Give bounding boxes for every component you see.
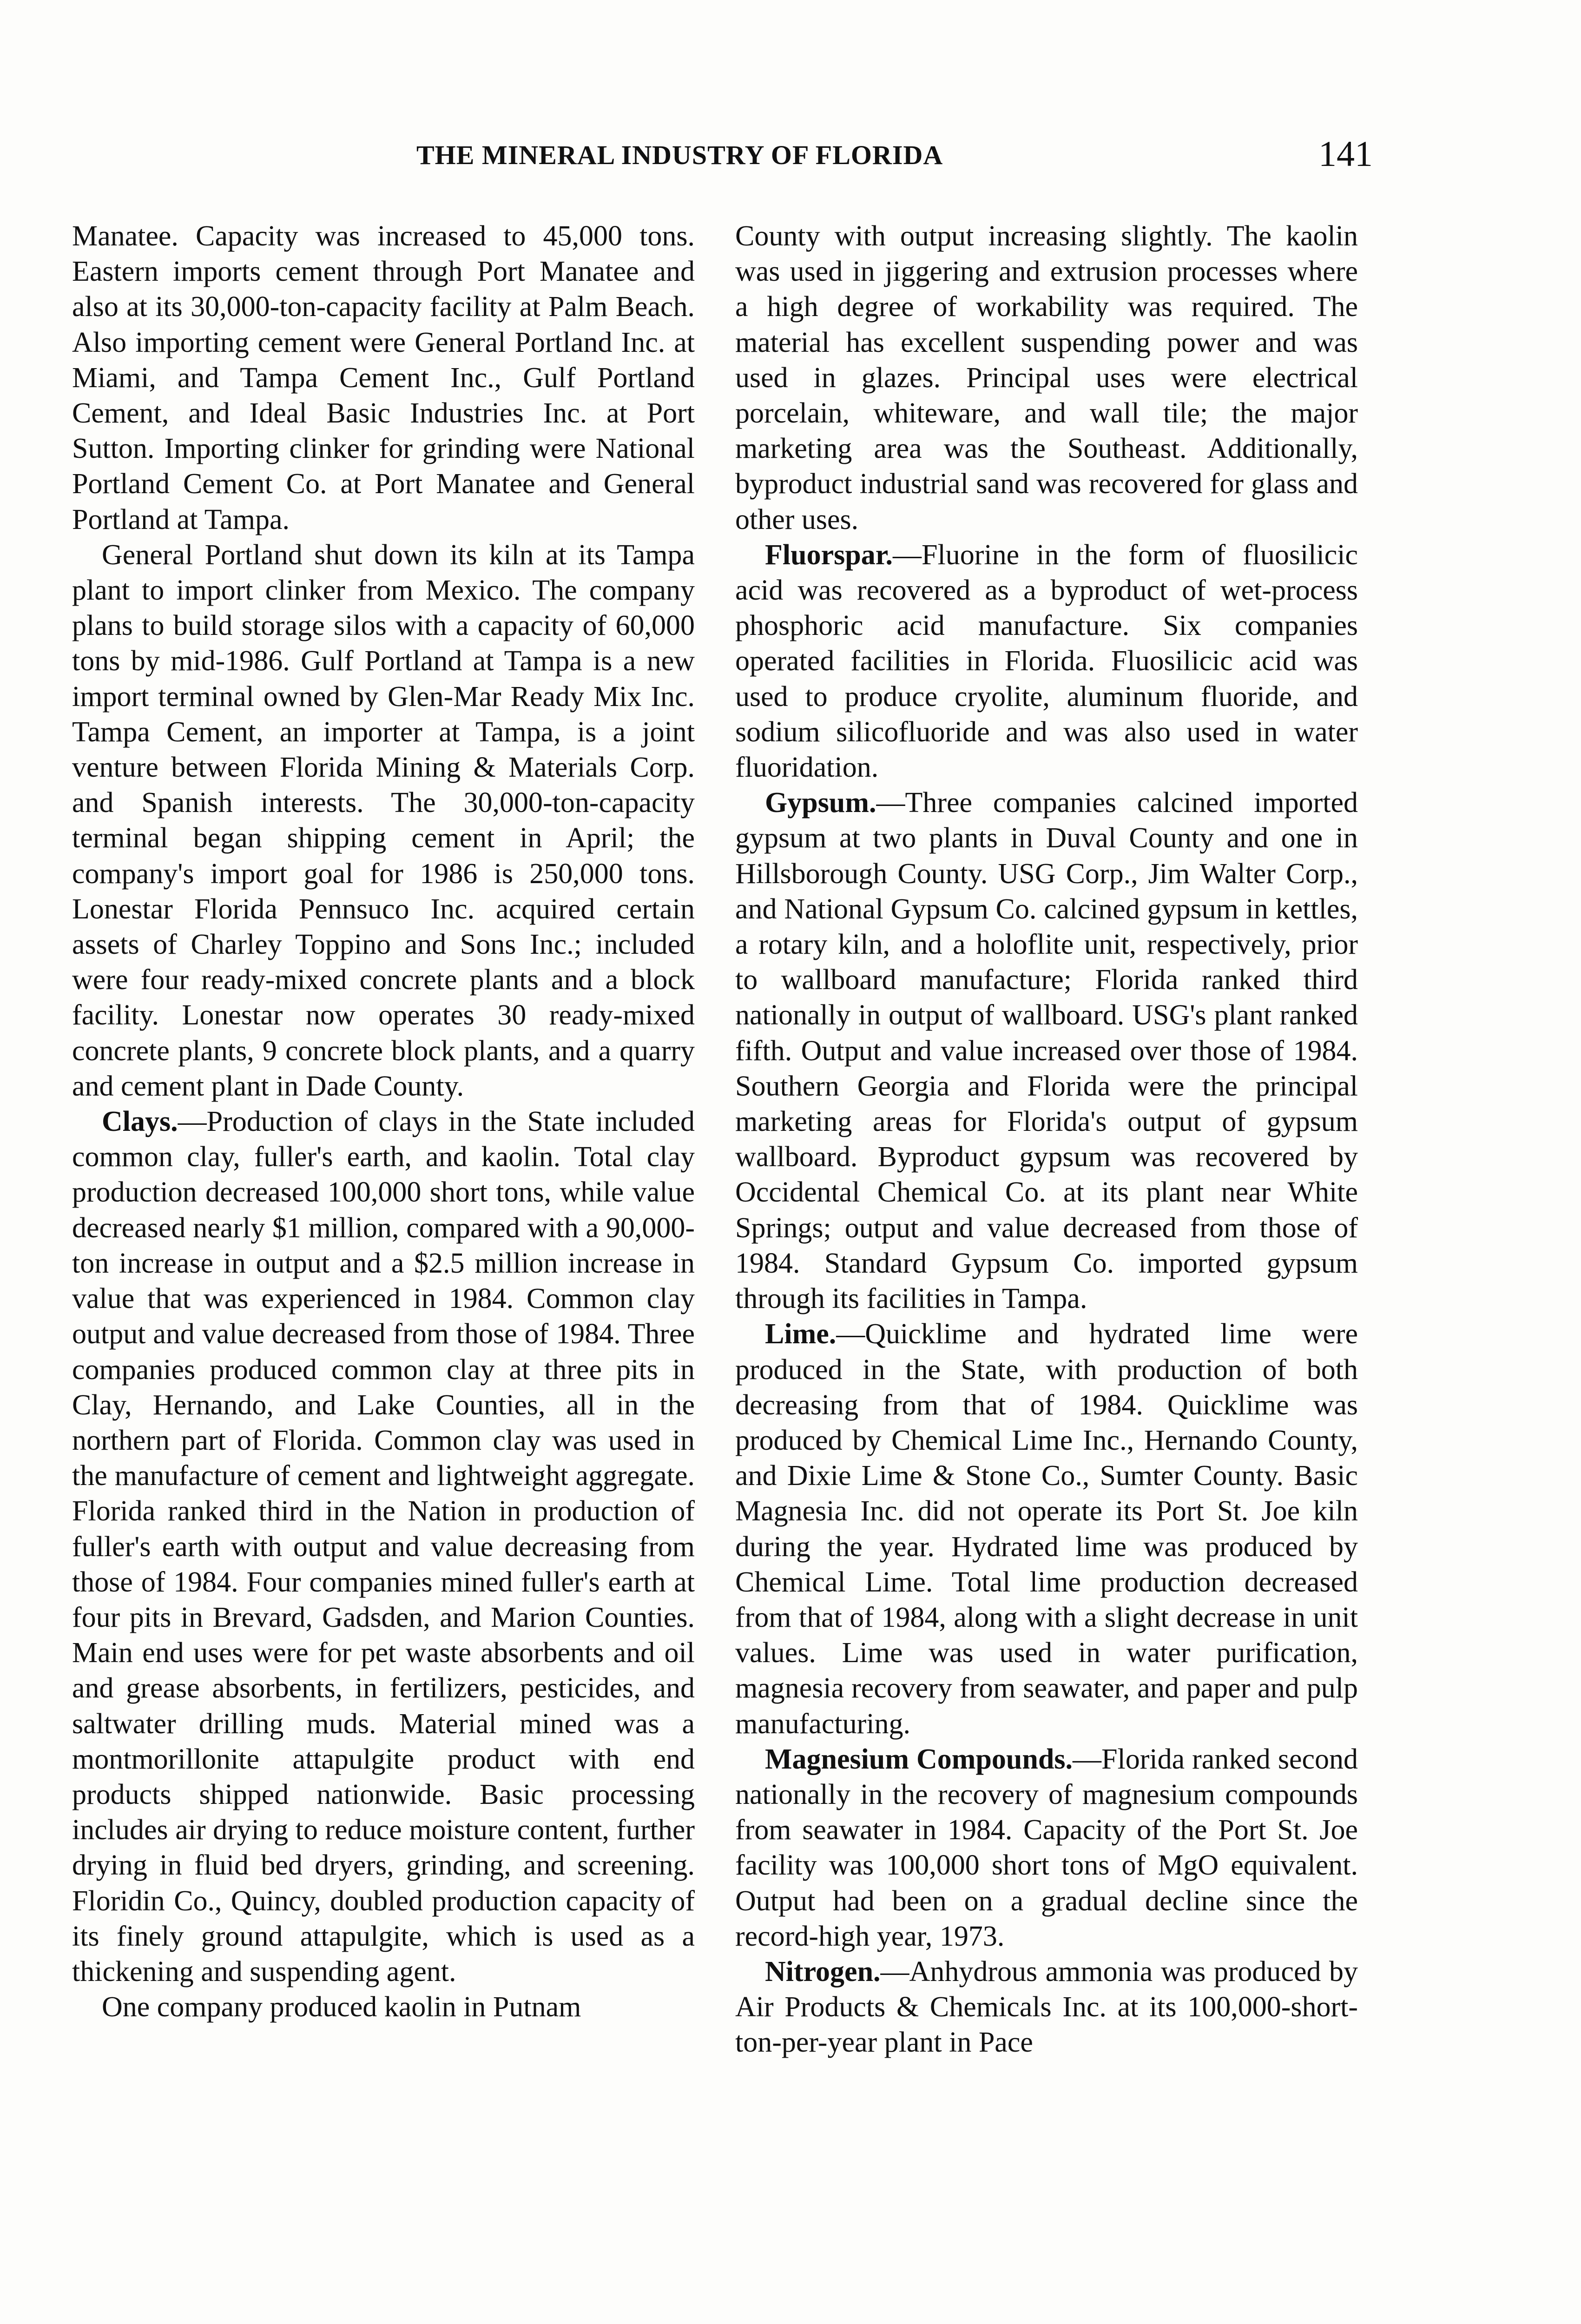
- paragraph-nitrogen: [735, 1954, 1358, 2060]
- paragraph-clays: [72, 1104, 695, 1989]
- right-column: [735, 218, 1358, 2060]
- paragraph: One company produced kaolin in Putnam: [102, 1991, 581, 2023]
- paragraph-body: —Three companies calcined imported gypsum at two plants in Duval County and one in Hillsborough County. USG Corp., Jim Walter Corp., and National Gypsum Co. calcined gypsum in kettles, a rotary kiln, and a holoflite unit, respectively, prior to wallboard manufacture; Florida ranked third nationally in output of wallboard. USG's plant ranked fifth. Output and value increased over those of 1984. Southern Georgia and Florida were the principal marketing areas for Florida's output of gypsum wallboard. Byproduct gypsum was recovered by Occidental Chemical Co. at its plant near White Springs; output and value decreased from those of 1984. Standard Gypsum Co. imported gypsum through its facilities in Tampa.: [735, 787, 1358, 1315]
- paragraph: County with output increasing slightly. The kaolin was used in jiggering and extrusion processes where a high degree of workability was required. The material has excellent suspending power and was used in glazes. Principal uses were electrical porcelain, whiteware, and wall tile; the major marketing area was the Southeast. Additionally, byproduct industrial sand was recovered for glass and other uses.: [735, 220, 1358, 535]
- section-heading-clays: Clays.: [102, 1106, 178, 1138]
- left-column: [72, 218, 695, 2025]
- paragraph-body: —Quicklime and hydrated lime were produced in the State, with production of both decreasing from that of 1984. Quicklime was produced by Chemical Lime Inc., Hernando County, and Dixie Lime & Stone Co., Sumter County. Basic Magnesia Inc. did not operate its Port St. Joe kiln during the year. Hydrated lime was produced by Chemical Lime. Total lime production decreased from that of 1984, along with a slight decrease in unit values. Lime was used in water purification, magnesia recovery from seawater, and paper and pulp manufacturing.: [735, 1318, 1358, 1740]
- page-number: 141: [1318, 133, 1373, 174]
- section-heading-lime: Lime.: [765, 1318, 837, 1350]
- paragraph: Manatee. Capacity was increased to 45,000 tons. Eastern imports cement through Port Manatee and also at its 30,000-ton-capacity facility at Palm Beach. Also importing cement were General Portland Inc. at Miami, and Tampa Cement Inc., Gulf Portland Cement, and Ideal Basic Industries Inc. at Port Sutton. Importing clinker for grinding were National Portland Cement Co. at Port Manatee and General Portland at Tampa.: [72, 220, 695, 535]
- paragraph-body: —Fluorine in the form of fluosilicic acid was recovered as a byproduct of wet-process phosphoric acid manufacture. Six companies operated facilities in Florida. Fluosilicic acid was used to produce cryolite, aluminum fluoride, and sodium silicofluoride and was also used in water fluoridation.: [735, 539, 1358, 784]
- running-head: THE MINERAL INDUSTRY OF FLORIDA: [416, 140, 943, 170]
- paragraph-body: —Production of clays in the State included common clay, fuller's earth, and kaolin. Total clay production decreased 100,000 short tons, while value decreased nearly $1 million, compared with a 90,000-ton increase in output and a $2.5 million increase in value that was experienced in 1984. Common clay output and value decreased from those of 1984. Three companies produced common clay at three pits in Clay, Hernando, and Lake Counties, all in the northern part of Florida. Common clay was used in the manufacture of cement and lightweight aggregate. Florida ranked third in the Nation in production of fuller's earth with output and value decreasing from those of 1984. Four companies mined fuller's earth at four pits in Brevard, Gadsden, and Marion Counties. Main end uses were for pet waste absorbents and oil and grease absorbents, in fertilizers, pesticides, and saltwater drilling muds. Material mined was a montmorillonite attapulgite product with end products shipped nationwide. Basic processing includes air drying to reduce moisture content, further drying in fluid bed dryers, grinding, and screening. Floridin Co., Quincy, doubled production capacity of its finely ground attapulgite, which is used as a thickening and suspending agent.: [72, 1106, 695, 1987]
- section-heading-magnesium: Magnesium Compounds.: [765, 1743, 1073, 1775]
- paragraph-fluorspar: [735, 537, 1358, 785]
- paragraph-body: —Anhydrous ammonia was produced by Air Products & Chemicals Inc. at its 100,000-short-ton-per-year plant in Pace: [735, 1955, 1358, 2059]
- paragraph-gypsum: [735, 785, 1358, 1316]
- section-heading-gypsum: Gypsum.: [765, 787, 876, 819]
- section-heading-nitrogen: Nitrogen.: [765, 1955, 881, 1987]
- paragraph-lime: [735, 1316, 1358, 1741]
- paragraph-body: —Florida ranked second nationally in the recovery of magnesium compounds from seawater in 1984. Capacity of the Port St. Joe facility was 100,000 short tons of MgO equivalent. Output had been on a gradual decline since the record-high year, 1973.: [735, 1743, 1358, 1952]
- paragraph-magnesium: [735, 1742, 1358, 1954]
- section-heading-fluorspar: Fluorspar.: [765, 539, 893, 571]
- paragraph: General Portland shut down its kiln at its Tampa plant to import clinker from Mexico. The company plans to build storage silos with a capacity of 60,000 tons by mid-1986. Gulf Portland at Tampa is a new import terminal owned by Glen-Mar Ready Mix Inc. Tampa Cement, an importer at Tampa, is a joint venture between Florida Mining & Materials Corp. and Spanish interests. The 30,000-ton-capacity terminal began shipping cement in April; the company's import goal for 1986 is 250,000 tons. Lonestar Florida Pennsuco Inc. acquired certain assets of Charley Toppino and Sons Inc.; included were four ready-mixed concrete plants and a block facility. Lonestar now operates 30 ready-mixed concrete plants, 9 concrete block plants, and a quarry and cement plant in Dade County.: [72, 539, 695, 1102]
